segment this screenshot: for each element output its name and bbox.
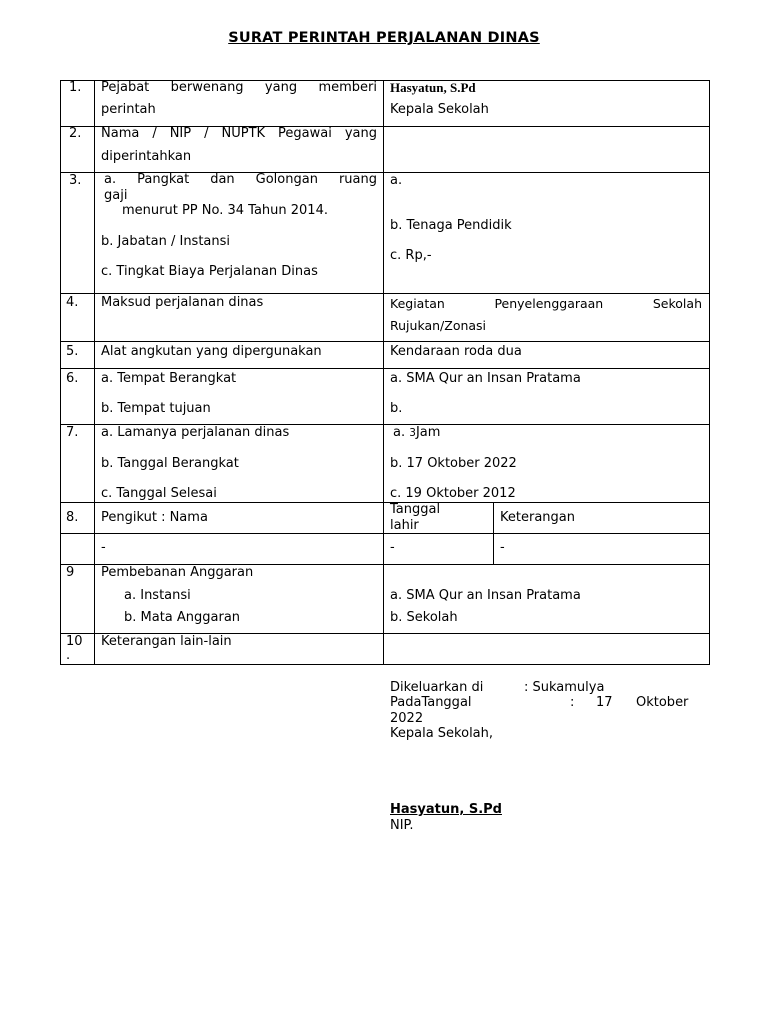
column-header: Keterangan	[500, 510, 575, 525]
row-label: b. Tanggal Berangkat	[101, 456, 239, 471]
row-value: b. Sekolah	[390, 610, 458, 625]
row-label: Keterangan lain-lain	[101, 634, 232, 649]
signer-nip: NIP.	[390, 818, 414, 833]
row-label: b. Tempat tujuan	[101, 401, 211, 416]
empty-dash: -	[101, 540, 106, 555]
row-number: 4.	[66, 295, 79, 310]
row-label: Maksud perjalanan dinas	[101, 295, 264, 310]
row-label: Nama / NIP / NUPTK Pegawai yang	[101, 126, 377, 141]
row-value: b. 17 Oktober 2022	[390, 456, 517, 471]
issued-date-month: Oktober	[636, 695, 689, 710]
row-number: .	[66, 648, 71, 663]
row-label: Pejabat berwenang yang memberi	[101, 80, 377, 95]
row-number: 7.	[66, 425, 79, 440]
row-label: a. Lamanya perjalanan dinas	[101, 425, 290, 440]
issued-at-value: : Sukamulya	[524, 680, 605, 695]
empty-dash: -	[500, 540, 505, 555]
signer-position: Kepala Sekolah,	[390, 726, 494, 741]
row-number: 2.	[69, 126, 82, 141]
issued-date-colon: :	[570, 695, 575, 710]
value-prefix: a.	[393, 425, 406, 440]
row-label: perintah	[101, 102, 156, 117]
row-label: c. Tanggal Selesai	[101, 486, 217, 501]
row-label: a. Tempat Berangkat	[101, 371, 237, 386]
row-number: 9	[66, 565, 75, 580]
row-value: a. SMA Qur an Insan Pratama	[390, 371, 581, 386]
document-title: SURAT PERINTAH PERJALANAN DINAS	[228, 30, 540, 46]
column-header: lahir	[390, 518, 419, 533]
row-value: a.	[390, 173, 403, 188]
row-label: Pengikut : Nama	[101, 510, 208, 525]
issued-date-day: 17	[596, 695, 613, 710]
row-label: a. Instansi	[124, 588, 191, 603]
row-number: 6.	[66, 371, 79, 386]
official-name: Hasyatun, S.Pd	[390, 80, 476, 95]
row-number: 1.	[69, 80, 82, 95]
row-label: Pembebanan Anggaran	[101, 565, 254, 580]
duration-number: 3	[409, 427, 416, 439]
row-label: Alat angkutan yang dipergunakan	[101, 344, 322, 359]
row-label: menurut PP No. 34 Tahun 2014.	[122, 203, 328, 218]
row-value: a. SMA Qur an Insan Pratama	[390, 588, 581, 603]
row-label: b. Jabatan / Instansi	[101, 234, 231, 249]
official-position: Kepala Sekolah	[390, 102, 489, 117]
row-label: b. Mata Anggaran	[124, 610, 241, 625]
signer-name: Hasyatun, S.Pd	[390, 802, 502, 817]
row-label: diperintahkan	[101, 149, 192, 164]
row-value: c. 19 Oktober 2012	[390, 486, 516, 501]
row-number: 3.	[69, 173, 82, 188]
row-value: Kegiatan Penyelenggaraan Sekolah	[390, 296, 702, 311]
row-label: c. Tingkat Biaya Perjalanan Dinas	[101, 264, 318, 279]
row-number: 8.	[66, 510, 79, 525]
row-value: Rujukan/Zonasi	[390, 318, 487, 333]
issued-date-year: 2022	[390, 711, 424, 726]
issued-at-label: Dikeluarkan di	[390, 680, 484, 695]
column-header: Tanggal	[390, 502, 441, 517]
issued-date-label: PadaTanggal	[390, 695, 472, 710]
row-value: b. Tenaga Pendidik	[390, 218, 512, 233]
row-value: b.	[390, 401, 403, 416]
row-value: Kendaraan roda dua	[390, 344, 522, 359]
empty-dash: -	[390, 540, 395, 555]
duration-unit: Jam	[415, 425, 441, 440]
row-number: 5.	[66, 344, 79, 359]
row-value	[393, 425, 440, 440]
row-number: 10	[66, 634, 83, 649]
row-label: gaji	[104, 188, 128, 203]
row-value: c. Rp,-	[390, 248, 432, 263]
row-label: a. Pangkat dan Golongan ruang	[104, 172, 377, 187]
